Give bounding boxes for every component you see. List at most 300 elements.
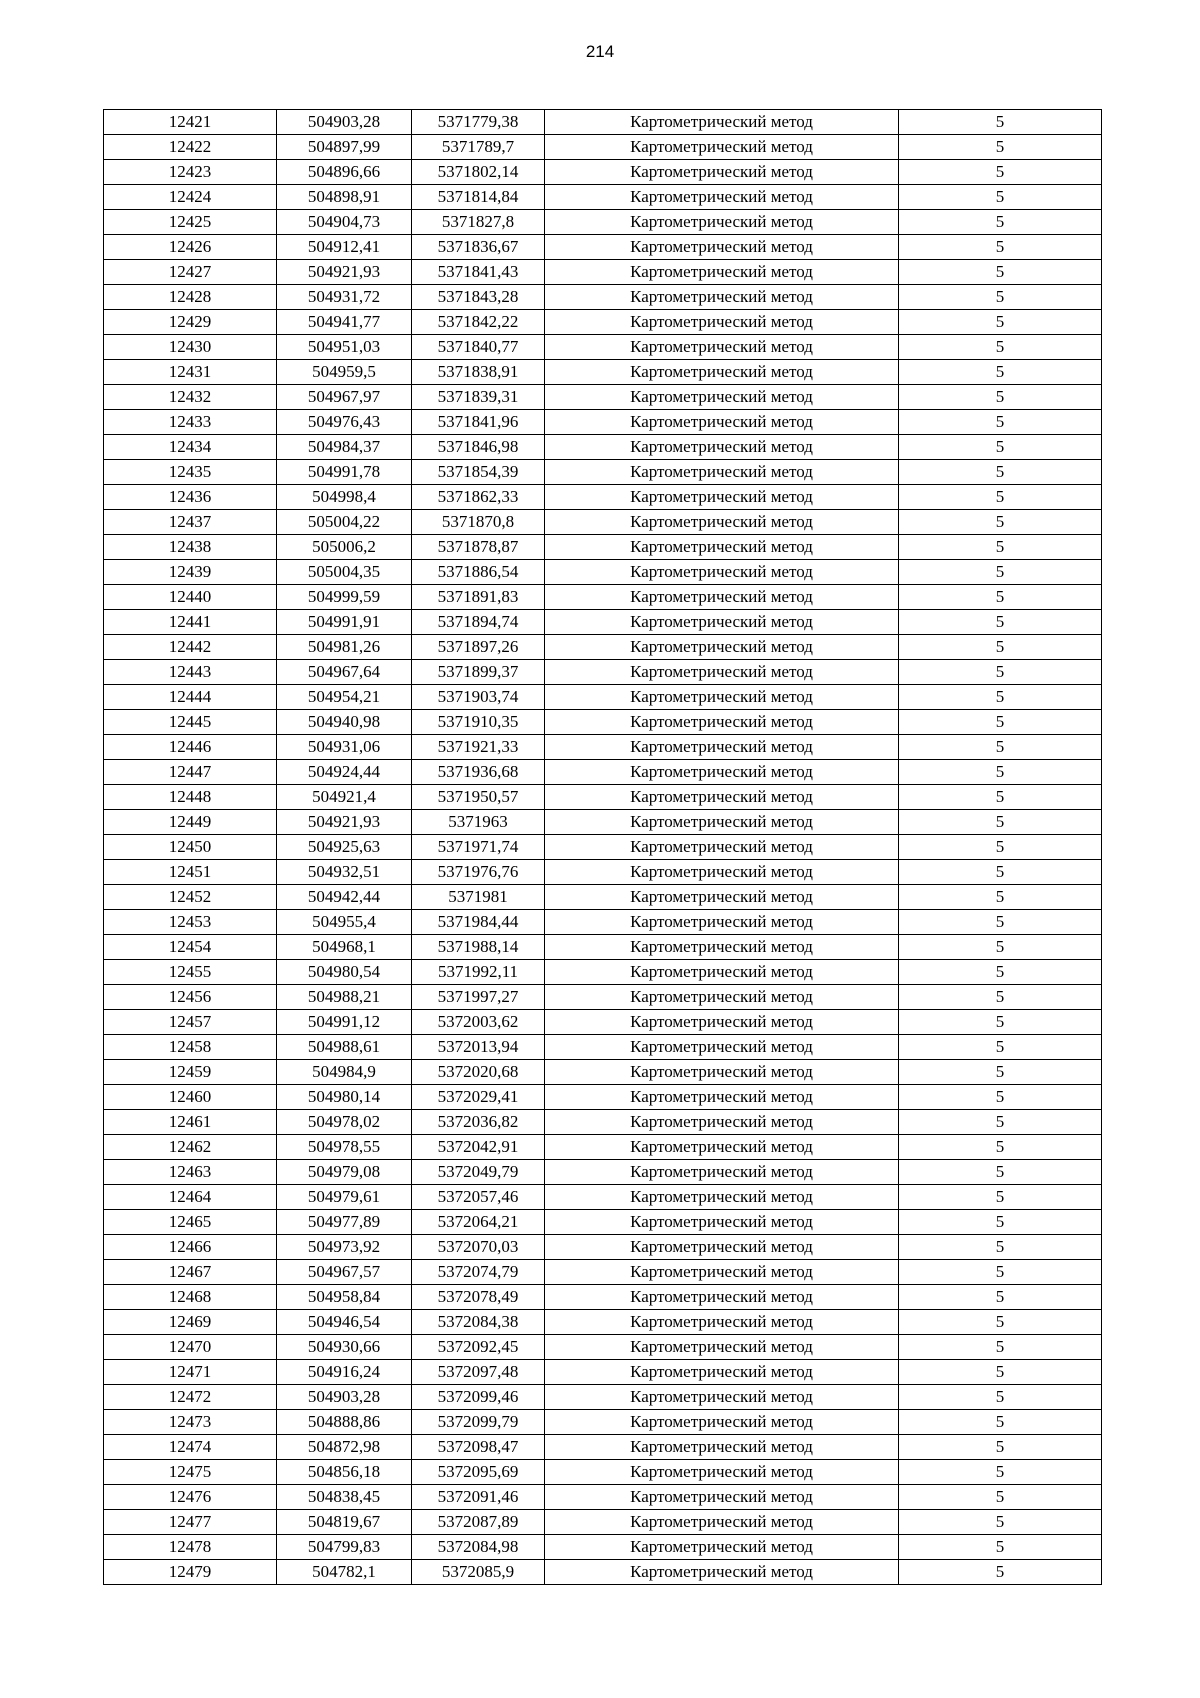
method-cell: Картометрический метод	[545, 935, 899, 960]
y-coordinate-cell: 5371992,11	[412, 960, 545, 985]
x-coordinate-cell: 504968,1	[277, 935, 412, 960]
point-number-cell: 12448	[104, 785, 277, 810]
accuracy-cell: 5	[899, 535, 1102, 560]
accuracy-cell: 5	[899, 810, 1102, 835]
point-number-cell: 12429	[104, 310, 277, 335]
accuracy-cell: 5	[899, 985, 1102, 1010]
method-cell: Картометрический метод	[545, 1185, 899, 1210]
x-coordinate-cell: 504999,59	[277, 585, 412, 610]
point-number-cell: 12445	[104, 710, 277, 735]
accuracy-cell: 5	[899, 1110, 1102, 1135]
table-row	[104, 235, 1102, 260]
method-cell: Картометрический метод	[545, 785, 899, 810]
method-cell: Картометрический метод	[545, 1410, 899, 1435]
point-number-cell: 12476	[104, 1485, 277, 1510]
table-row	[104, 535, 1102, 560]
table-row	[104, 460, 1102, 485]
table-row	[104, 1285, 1102, 1310]
y-coordinate-cell: 5372042,91	[412, 1135, 545, 1160]
x-coordinate-cell: 504988,21	[277, 985, 412, 1010]
point-number-cell: 12443	[104, 660, 277, 685]
method-cell: Картометрический метод	[545, 610, 899, 635]
point-number-cell: 12444	[104, 685, 277, 710]
y-coordinate-cell: 5372057,46	[412, 1185, 545, 1210]
x-coordinate-cell: 504991,78	[277, 460, 412, 485]
x-coordinate-cell: 504976,43	[277, 410, 412, 435]
method-cell: Картометрический метод	[545, 1435, 899, 1460]
x-coordinate-cell: 504955,4	[277, 910, 412, 935]
accuracy-cell: 5	[899, 585, 1102, 610]
y-coordinate-cell: 5371827,8	[412, 210, 545, 235]
accuracy-cell: 5	[899, 935, 1102, 960]
x-coordinate-cell: 504925,63	[277, 835, 412, 860]
x-coordinate-cell: 504940,98	[277, 710, 412, 735]
method-cell: Картометрический метод	[545, 235, 899, 260]
point-number-cell: 12442	[104, 635, 277, 660]
y-coordinate-cell: 5372003,62	[412, 1010, 545, 1035]
y-coordinate-cell: 5371886,54	[412, 560, 545, 585]
method-cell: Картометрический метод	[545, 1485, 899, 1510]
method-cell: Картометрический метод	[545, 285, 899, 310]
point-number-cell: 12449	[104, 810, 277, 835]
table-row	[104, 185, 1102, 210]
point-number-cell: 12450	[104, 835, 277, 860]
method-cell: Картометрический метод	[545, 1285, 899, 1310]
accuracy-cell: 5	[899, 210, 1102, 235]
table-row	[104, 210, 1102, 235]
method-cell: Картометрический метод	[545, 1110, 899, 1135]
method-cell: Картометрический метод	[545, 735, 899, 760]
accuracy-cell: 5	[899, 835, 1102, 860]
table-row	[104, 685, 1102, 710]
accuracy-cell: 5	[899, 1160, 1102, 1185]
x-coordinate-cell: 504967,97	[277, 385, 412, 410]
table-row	[104, 1260, 1102, 1285]
table-row	[104, 710, 1102, 735]
method-cell: Картометрический метод	[545, 1135, 899, 1160]
y-coordinate-cell: 5371840,77	[412, 335, 545, 360]
coordinates-table	[103, 109, 1102, 1585]
method-cell: Картометрический метод	[545, 1560, 899, 1585]
accuracy-cell: 5	[899, 710, 1102, 735]
method-cell: Картометрический метод	[545, 185, 899, 210]
table-row	[104, 1435, 1102, 1460]
x-coordinate-cell: 504980,14	[277, 1085, 412, 1110]
point-number-cell: 12441	[104, 610, 277, 635]
y-coordinate-cell: 5371971,74	[412, 835, 545, 860]
point-number-cell: 12431	[104, 360, 277, 385]
x-coordinate-cell: 504991,12	[277, 1010, 412, 1035]
method-cell: Картометрический метод	[545, 810, 899, 835]
accuracy-cell: 5	[899, 285, 1102, 310]
y-coordinate-cell: 5372095,69	[412, 1460, 545, 1485]
table-row	[104, 960, 1102, 985]
table-row	[104, 260, 1102, 285]
y-coordinate-cell: 5371846,98	[412, 435, 545, 460]
accuracy-cell: 5	[899, 435, 1102, 460]
point-number-cell: 12469	[104, 1310, 277, 1335]
accuracy-cell: 5	[899, 310, 1102, 335]
point-number-cell: 12435	[104, 460, 277, 485]
method-cell: Картометрический метод	[545, 1260, 899, 1285]
method-cell: Картометрический метод	[545, 710, 899, 735]
table-row	[104, 860, 1102, 885]
accuracy-cell: 5	[899, 1260, 1102, 1285]
y-coordinate-cell: 5371984,44	[412, 910, 545, 935]
accuracy-cell: 5	[899, 760, 1102, 785]
page-number: 214	[585, 42, 615, 61]
table-row	[104, 1010, 1102, 1035]
accuracy-cell: 5	[899, 610, 1102, 635]
table-row	[104, 1135, 1102, 1160]
x-coordinate-cell: 504916,24	[277, 1360, 412, 1385]
y-coordinate-cell: 5371841,96	[412, 410, 545, 435]
y-coordinate-cell: 5372084,98	[412, 1535, 545, 1560]
accuracy-cell: 5	[899, 385, 1102, 410]
table-row	[104, 660, 1102, 685]
y-coordinate-cell: 5371936,68	[412, 760, 545, 785]
table-row	[104, 1235, 1102, 1260]
point-number-cell: 12421	[104, 110, 277, 135]
x-coordinate-cell: 504973,92	[277, 1235, 412, 1260]
method-cell: Картометрический метод	[545, 660, 899, 685]
point-number-cell: 12455	[104, 960, 277, 985]
accuracy-cell: 5	[899, 1185, 1102, 1210]
point-number-cell: 12432	[104, 385, 277, 410]
table-row	[104, 910, 1102, 935]
method-cell: Картометрический метод	[545, 510, 899, 535]
accuracy-cell: 5	[899, 185, 1102, 210]
point-number-cell: 12471	[104, 1360, 277, 1385]
point-number-cell: 12458	[104, 1035, 277, 1060]
x-coordinate-cell: 504931,06	[277, 735, 412, 760]
x-coordinate-cell: 504991,91	[277, 610, 412, 635]
y-coordinate-cell: 5371802,14	[412, 160, 545, 185]
accuracy-cell: 5	[899, 1285, 1102, 1310]
x-coordinate-cell: 504941,77	[277, 310, 412, 335]
method-cell: Картометрический метод	[545, 835, 899, 860]
x-coordinate-cell: 504838,45	[277, 1485, 412, 1510]
x-coordinate-cell: 504930,66	[277, 1335, 412, 1360]
accuracy-cell: 5	[899, 1485, 1102, 1510]
x-coordinate-cell: 504967,64	[277, 660, 412, 685]
point-number-cell: 12467	[104, 1260, 277, 1285]
accuracy-cell: 5	[899, 560, 1102, 585]
table-row	[104, 1460, 1102, 1485]
y-coordinate-cell: 5371839,31	[412, 385, 545, 410]
accuracy-cell: 5	[899, 135, 1102, 160]
x-coordinate-cell: 505004,35	[277, 560, 412, 585]
method-cell: Картометрический метод	[545, 335, 899, 360]
x-coordinate-cell: 504981,26	[277, 635, 412, 660]
y-coordinate-cell: 5371836,67	[412, 235, 545, 260]
method-cell: Картометрический метод	[545, 910, 899, 935]
y-coordinate-cell: 5372097,48	[412, 1360, 545, 1385]
table-row	[104, 110, 1102, 135]
table-row	[104, 810, 1102, 835]
accuracy-cell: 5	[899, 410, 1102, 435]
table-row	[104, 385, 1102, 410]
method-cell: Картометрический метод	[545, 435, 899, 460]
point-number-cell: 12433	[104, 410, 277, 435]
table-row	[104, 785, 1102, 810]
point-number-cell: 12452	[104, 885, 277, 910]
y-coordinate-cell: 5371997,27	[412, 985, 545, 1010]
accuracy-cell: 5	[899, 110, 1102, 135]
y-coordinate-cell: 5371910,35	[412, 710, 545, 735]
point-number-cell: 12422	[104, 135, 277, 160]
y-coordinate-cell: 5372020,68	[412, 1060, 545, 1085]
accuracy-cell: 5	[899, 460, 1102, 485]
x-coordinate-cell: 504980,54	[277, 960, 412, 985]
table-row	[104, 1110, 1102, 1135]
method-cell: Картометрический метод	[545, 385, 899, 410]
table-row	[104, 1360, 1102, 1385]
method-cell: Картометрический метод	[545, 860, 899, 885]
x-coordinate-cell: 504921,4	[277, 785, 412, 810]
point-number-cell: 12426	[104, 235, 277, 260]
point-number-cell: 12470	[104, 1335, 277, 1360]
table-row	[104, 985, 1102, 1010]
point-number-cell: 12423	[104, 160, 277, 185]
accuracy-cell: 5	[899, 735, 1102, 760]
point-number-cell: 12466	[104, 1235, 277, 1260]
x-coordinate-cell: 504979,08	[277, 1160, 412, 1185]
point-number-cell: 12464	[104, 1185, 277, 1210]
y-coordinate-cell: 5372091,46	[412, 1485, 545, 1510]
accuracy-cell: 5	[899, 960, 1102, 985]
accuracy-cell: 5	[899, 1210, 1102, 1235]
x-coordinate-cell: 504988,61	[277, 1035, 412, 1060]
coordinates-table-body	[104, 110, 1102, 1585]
y-coordinate-cell: 5371878,87	[412, 535, 545, 560]
method-cell: Картометрический метод	[545, 110, 899, 135]
method-cell: Картометрический метод	[545, 460, 899, 485]
x-coordinate-cell: 504984,9	[277, 1060, 412, 1085]
y-coordinate-cell: 5371814,84	[412, 185, 545, 210]
point-number-cell: 12438	[104, 535, 277, 560]
point-number-cell: 12472	[104, 1385, 277, 1410]
method-cell: Картометрический метод	[545, 410, 899, 435]
table-row	[104, 1385, 1102, 1410]
y-coordinate-cell: 5372087,89	[412, 1510, 545, 1535]
accuracy-cell: 5	[899, 1235, 1102, 1260]
method-cell: Картометрический метод	[545, 885, 899, 910]
x-coordinate-cell: 504924,44	[277, 760, 412, 785]
point-number-cell: 12457	[104, 1010, 277, 1035]
table-row	[104, 1060, 1102, 1085]
y-coordinate-cell: 5371789,7	[412, 135, 545, 160]
point-number-cell: 12434	[104, 435, 277, 460]
accuracy-cell: 5	[899, 1085, 1102, 1110]
accuracy-cell: 5	[899, 785, 1102, 810]
y-coordinate-cell: 5372099,46	[412, 1385, 545, 1410]
point-number-cell: 12453	[104, 910, 277, 935]
y-coordinate-cell: 5372049,79	[412, 1160, 545, 1185]
point-number-cell: 12424	[104, 185, 277, 210]
point-number-cell: 12477	[104, 1510, 277, 1535]
x-coordinate-cell: 504979,61	[277, 1185, 412, 1210]
x-coordinate-cell: 504998,4	[277, 485, 412, 510]
point-number-cell: 12462	[104, 1135, 277, 1160]
method-cell: Картометрический метод	[545, 960, 899, 985]
y-coordinate-cell: 5371870,8	[412, 510, 545, 535]
point-number-cell: 12478	[104, 1535, 277, 1560]
accuracy-cell: 5	[899, 910, 1102, 935]
x-coordinate-cell: 504903,28	[277, 1385, 412, 1410]
x-coordinate-cell: 504856,18	[277, 1460, 412, 1485]
y-coordinate-cell: 5372064,21	[412, 1210, 545, 1235]
point-number-cell: 12461	[104, 1110, 277, 1135]
method-cell: Картометрический метод	[545, 1535, 899, 1560]
point-number-cell: 12446	[104, 735, 277, 760]
y-coordinate-cell: 5371894,74	[412, 610, 545, 635]
y-coordinate-cell: 5372084,38	[412, 1310, 545, 1335]
table-row	[104, 885, 1102, 910]
table-row	[104, 1560, 1102, 1585]
x-coordinate-cell: 504946,54	[277, 1310, 412, 1335]
table-row	[104, 1510, 1102, 1535]
point-number-cell: 12436	[104, 485, 277, 510]
x-coordinate-cell: 504954,21	[277, 685, 412, 710]
accuracy-cell: 5	[899, 1535, 1102, 1560]
y-coordinate-cell: 5371891,83	[412, 585, 545, 610]
table-row	[104, 360, 1102, 385]
accuracy-cell: 5	[899, 485, 1102, 510]
y-coordinate-cell: 5372098,47	[412, 1435, 545, 1460]
method-cell: Картометрический метод	[545, 310, 899, 335]
y-coordinate-cell: 5372078,49	[412, 1285, 545, 1310]
point-number-cell: 12454	[104, 935, 277, 960]
y-coordinate-cell: 5372085,9	[412, 1560, 545, 1585]
method-cell: Картометрический метод	[545, 985, 899, 1010]
y-coordinate-cell: 5372099,79	[412, 1410, 545, 1435]
accuracy-cell: 5	[899, 335, 1102, 360]
method-cell: Картометрический метод	[545, 560, 899, 585]
x-coordinate-cell: 504978,02	[277, 1110, 412, 1135]
table-row	[104, 1035, 1102, 1060]
method-cell: Картометрический метод	[545, 585, 899, 610]
accuracy-cell: 5	[899, 510, 1102, 535]
method-cell: Картометрический метод	[545, 1085, 899, 1110]
accuracy-cell: 5	[899, 660, 1102, 685]
table-row	[104, 160, 1102, 185]
table-row	[104, 835, 1102, 860]
x-coordinate-cell: 504984,37	[277, 435, 412, 460]
x-coordinate-cell: 504819,67	[277, 1510, 412, 1535]
table-row	[104, 1185, 1102, 1210]
table-row	[104, 760, 1102, 785]
point-number-cell: 12451	[104, 860, 277, 885]
point-number-cell: 12459	[104, 1060, 277, 1085]
point-number-cell: 12430	[104, 335, 277, 360]
method-cell: Картометрический метод	[545, 160, 899, 185]
x-coordinate-cell: 504958,84	[277, 1285, 412, 1310]
table-row	[104, 485, 1102, 510]
accuracy-cell: 5	[899, 1435, 1102, 1460]
x-coordinate-cell: 504978,55	[277, 1135, 412, 1160]
x-coordinate-cell: 504977,89	[277, 1210, 412, 1235]
x-coordinate-cell: 504931,72	[277, 285, 412, 310]
accuracy-cell: 5	[899, 885, 1102, 910]
y-coordinate-cell: 5372029,41	[412, 1085, 545, 1110]
point-number-cell: 12465	[104, 1210, 277, 1235]
method-cell: Картометрический метод	[545, 685, 899, 710]
accuracy-cell: 5	[899, 360, 1102, 385]
y-coordinate-cell: 5372074,79	[412, 1260, 545, 1285]
x-coordinate-cell: 504912,41	[277, 235, 412, 260]
table-row	[104, 1310, 1102, 1335]
accuracy-cell: 5	[899, 1360, 1102, 1385]
table-row	[104, 585, 1102, 610]
accuracy-cell: 5	[899, 1135, 1102, 1160]
point-number-cell: 12475	[104, 1460, 277, 1485]
accuracy-cell: 5	[899, 1010, 1102, 1035]
accuracy-cell: 5	[899, 260, 1102, 285]
y-coordinate-cell: 5371862,33	[412, 485, 545, 510]
table-row	[104, 735, 1102, 760]
method-cell: Картометрический метод	[545, 210, 899, 235]
table-row	[104, 1160, 1102, 1185]
y-coordinate-cell: 5371976,76	[412, 860, 545, 885]
method-cell: Картометрический метод	[545, 1160, 899, 1185]
point-number-cell: 12437	[104, 510, 277, 535]
x-coordinate-cell: 504967,57	[277, 1260, 412, 1285]
y-coordinate-cell: 5371981	[412, 885, 545, 910]
method-cell: Картометрический метод	[545, 1235, 899, 1260]
accuracy-cell: 5	[899, 1460, 1102, 1485]
point-number-cell: 12447	[104, 760, 277, 785]
y-coordinate-cell: 5371779,38	[412, 110, 545, 135]
accuracy-cell: 5	[899, 160, 1102, 185]
x-coordinate-cell: 504904,73	[277, 210, 412, 235]
y-coordinate-cell: 5372036,82	[412, 1110, 545, 1135]
method-cell: Картометрический метод	[545, 1460, 899, 1485]
accuracy-cell: 5	[899, 635, 1102, 660]
point-number-cell: 12428	[104, 285, 277, 310]
table-row	[104, 935, 1102, 960]
x-coordinate-cell: 505006,2	[277, 535, 412, 560]
accuracy-cell: 5	[899, 1035, 1102, 1060]
table-row	[104, 410, 1102, 435]
point-number-cell: 12479	[104, 1560, 277, 1585]
y-coordinate-cell: 5372092,45	[412, 1335, 545, 1360]
method-cell: Картометрический метод	[545, 1385, 899, 1410]
point-number-cell: 12473	[104, 1410, 277, 1435]
x-coordinate-cell: 504951,03	[277, 335, 412, 360]
method-cell: Картометрический метод	[545, 485, 899, 510]
point-number-cell: 12439	[104, 560, 277, 585]
point-number-cell: 12425	[104, 210, 277, 235]
accuracy-cell: 5	[899, 1560, 1102, 1585]
table-row	[104, 310, 1102, 335]
y-coordinate-cell: 5372070,03	[412, 1235, 545, 1260]
accuracy-cell: 5	[899, 1060, 1102, 1085]
y-coordinate-cell: 5371897,26	[412, 635, 545, 660]
method-cell: Картометрический метод	[545, 1060, 899, 1085]
x-coordinate-cell: 504932,51	[277, 860, 412, 885]
x-coordinate-cell: 504897,99	[277, 135, 412, 160]
table-row	[104, 135, 1102, 160]
x-coordinate-cell: 504898,91	[277, 185, 412, 210]
y-coordinate-cell: 5372013,94	[412, 1035, 545, 1060]
method-cell: Картометрический метод	[545, 1010, 899, 1035]
table-row	[104, 1085, 1102, 1110]
accuracy-cell: 5	[899, 1335, 1102, 1360]
method-cell: Картометрический метод	[545, 360, 899, 385]
x-coordinate-cell: 504799,83	[277, 1535, 412, 1560]
x-coordinate-cell: 504942,44	[277, 885, 412, 910]
